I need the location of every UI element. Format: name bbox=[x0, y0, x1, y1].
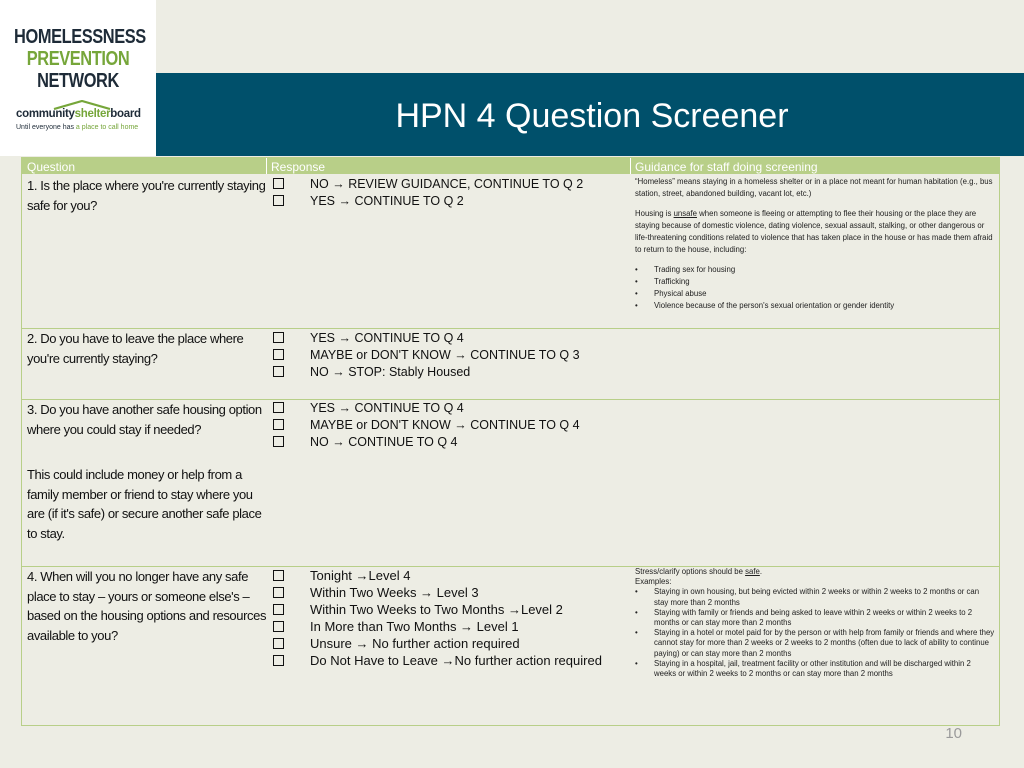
checkbox[interactable] bbox=[273, 402, 284, 413]
checkbox[interactable] bbox=[273, 349, 284, 360]
examples-list bbox=[635, 587, 995, 679]
checkbox[interactable] bbox=[273, 621, 284, 632]
question-2: 2. Do you have to leave the place where you're currently staying? bbox=[27, 331, 244, 366]
guidance-intro: Stress/clarify options should be safe. bbox=[635, 567, 762, 576]
response-option[interactable]: Within Two Weeks to Two Months →Level 2 bbox=[273, 601, 602, 618]
table-header-row bbox=[22, 158, 999, 174]
guidance-1 bbox=[635, 176, 995, 312]
response-option[interactable]: In More than Two Months → Level 1 bbox=[273, 618, 602, 635]
homeless-definition: “Homeless” means staying in a homeless shelter or in a place not meant for human habitation (e.g., bus station, street, abandoned building, vacant lot, etc.) bbox=[635, 177, 993, 198]
list-item: • Staying in a hospital, jail, treatment facility or other institution and will be discharged within 2 weeks or within 2 weeks to 2 months or can stay more than 2 months bbox=[635, 659, 995, 679]
response-group-4 bbox=[273, 567, 602, 669]
response-option[interactable]: Within Two Weeks → Level 3 bbox=[273, 584, 602, 601]
guidance-4 bbox=[635, 567, 995, 679]
response-option[interactable]: NO → REVIEW GUIDANCE, CONTINUE TO Q 2 bbox=[273, 175, 583, 192]
logo-tagline: Until everyone has a place to call home bbox=[16, 124, 139, 131]
response-option[interactable]: Unsure → No further action required bbox=[273, 635, 602, 652]
checkbox[interactable] bbox=[273, 655, 284, 666]
slide-title: HPN 4 Question Screener bbox=[395, 97, 789, 135]
checkbox[interactable] bbox=[273, 419, 284, 430]
header-divider bbox=[630, 158, 631, 174]
response-option[interactable]: NO → STOP: Stably Housed bbox=[273, 363, 580, 380]
question-4: 4. When will you no longer have any safe place to stay – yours or someone else's – based on the housing options and resources available to you? bbox=[27, 569, 267, 643]
response-option[interactable]: Do Not Have to Leave →No further action required bbox=[273, 652, 602, 669]
list-item: • Physical abuse bbox=[635, 288, 995, 300]
question-3: 3. Do you have another safe housing option where you could stay if needed? bbox=[27, 402, 262, 437]
response-option[interactable]: MAYBE or DON'T KNOW → CONTINUE TO Q 3 bbox=[273, 346, 580, 363]
header-question: Question bbox=[27, 160, 76, 174]
checkbox[interactable] bbox=[273, 570, 284, 581]
list-item: • Staying in a hotel or motel paid for by the person or with help from family or friends and where they cannot stay for more than 2 weeks or 2 weeks to 2 months (often due to lack of ability to continue paying) or can stay more than 2 months bbox=[635, 628, 995, 659]
logo-line-homelessness: HOMELESSNESS bbox=[14, 26, 146, 48]
checkbox[interactable] bbox=[273, 332, 284, 343]
question-1: 1. Is the place where you're currently staying safe for you? bbox=[27, 178, 266, 213]
logo-line-network: NETWORK bbox=[37, 70, 119, 92]
checkbox[interactable] bbox=[273, 587, 284, 598]
response-group-2 bbox=[273, 329, 580, 380]
checkbox[interactable] bbox=[273, 604, 284, 615]
response-option[interactable]: Tonight →Level 4 bbox=[273, 567, 602, 584]
response-group-1 bbox=[273, 175, 583, 209]
checkbox[interactable] bbox=[273, 178, 284, 189]
response-option[interactable]: MAYBE or DON'T KNOW → CONTINUE TO Q 4 bbox=[273, 416, 580, 433]
unsafe-examples-list bbox=[635, 264, 995, 312]
response-option[interactable]: YES → CONTINUE TO Q 2 bbox=[273, 192, 583, 209]
question-3-note: This could include money or help from a family member or friend to stay where you are (if it's safe) or secure another safe place to stay. bbox=[27, 467, 262, 541]
checkbox[interactable] bbox=[273, 366, 284, 377]
screener-table bbox=[21, 157, 1000, 726]
response-option[interactable]: YES → CONTINUE TO Q 4 bbox=[273, 329, 580, 346]
response-option[interactable]: NO → CONTINUE TO Q 4 bbox=[273, 433, 580, 450]
header-response: Response bbox=[271, 160, 326, 174]
checkbox[interactable] bbox=[273, 195, 284, 206]
list-item: • Staying with family or friends and being asked to leave within 2 weeks or within 2 weeks to 2 months or can stay more than 2 months bbox=[635, 608, 995, 628]
response-option[interactable]: YES → CONTINUE TO Q 4 bbox=[273, 399, 580, 416]
list-item: • Trafficking bbox=[635, 276, 995, 288]
examples-label: Examples: bbox=[635, 577, 672, 587]
checkbox[interactable] bbox=[273, 436, 284, 447]
list-item: • Trading sex for housing bbox=[635, 264, 995, 276]
page-number: 10 bbox=[945, 725, 962, 742]
list-item: • Violence because of the person's sexual orientation or gender identity bbox=[635, 300, 995, 312]
header-guidance: Guidance for staff doing screening bbox=[635, 160, 818, 174]
response-group-3 bbox=[273, 399, 580, 450]
community-shelter-board-logo: communityshelterboard bbox=[16, 108, 141, 120]
logo-line-prevention: PREVENTION bbox=[26, 48, 130, 70]
list-item: • Staying in own housing, but being evicted within 2 weeks or within 2 weeks to 2 months or can stay more than 2 months bbox=[635, 587, 995, 607]
unsafe-definition: Housing is unsafe when someone is fleeing or attempting to flee their housing or the place they are staying because of domestic violence, dating violence, sexual assault, stalking, or other dangerous or life-threatening conditions related to violence that has taken place in the house or has made them afraid to return to the house, including: bbox=[635, 209, 993, 254]
checkbox[interactable] bbox=[273, 638, 284, 649]
header-divider bbox=[266, 158, 267, 174]
